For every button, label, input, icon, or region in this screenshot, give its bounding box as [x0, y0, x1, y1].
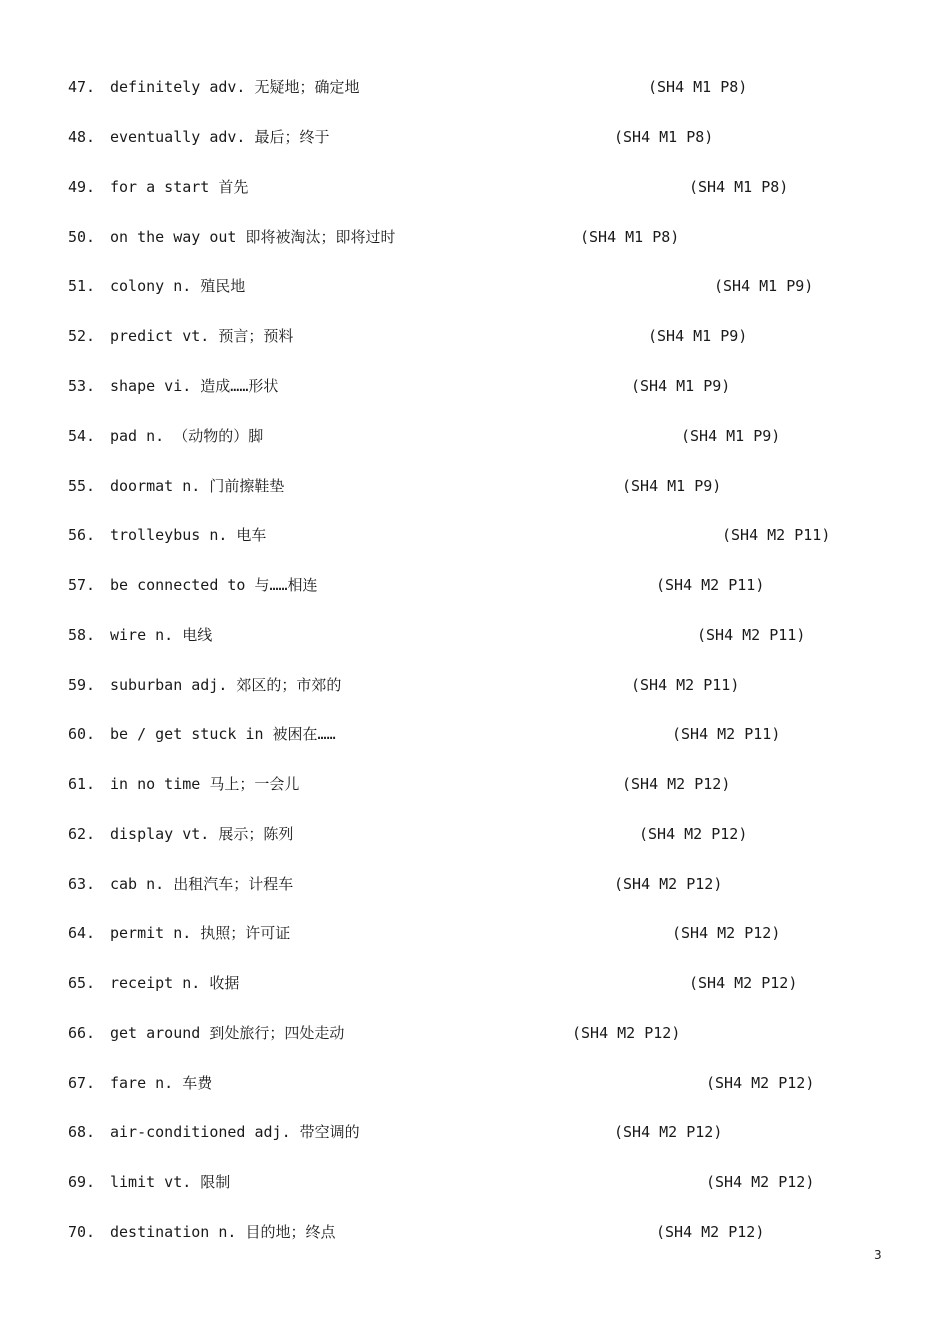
entry-reference: (SH4 M2 P12) — [706, 1074, 815, 1092]
entry-reference: (SH4 M1 P9) — [622, 477, 722, 495]
entry-number: 67. — [68, 1074, 96, 1092]
entry-reference: (SH4 M1 P9) — [714, 277, 814, 295]
entry-term: get around 到处旅行；四处走动 — [110, 1024, 345, 1042]
entry-term: eventually adv. 最后；终于 — [110, 128, 330, 146]
entry-number: 50. — [68, 228, 96, 246]
entry-reference: (SH4 M2 P11) — [722, 526, 831, 544]
entry-term: cab n. 出租汽车；计程车 — [110, 875, 294, 893]
list-item — [0, 1120, 950, 1144]
entry-term: limit vt. 限制 — [110, 1173, 231, 1191]
entry-term: be connected to 与……相连 — [110, 576, 318, 594]
entry-reference: (SH4 M2 P12) — [689, 974, 798, 992]
entry-reference: (SH4 M2 P12) — [572, 1024, 681, 1042]
list-item — [0, 822, 950, 846]
entry-number: 58. — [68, 626, 96, 644]
entry-term: permit n. 执照；许可证 — [110, 924, 291, 942]
list-item — [0, 374, 950, 398]
entry-term: in no time 马上；一会儿 — [110, 775, 300, 793]
entry-reference: (SH4 M2 P11) — [672, 725, 781, 743]
list-item — [0, 1071, 950, 1095]
page-number: 3 — [874, 1248, 882, 1262]
list-item — [0, 872, 950, 896]
list-item — [0, 523, 950, 547]
entry-number: 57. — [68, 576, 96, 594]
entry-number: 49. — [68, 178, 96, 196]
list-item — [0, 474, 950, 498]
entry-number: 51. — [68, 277, 96, 295]
entry-reference: (SH4 M2 P12) — [614, 1123, 723, 1141]
entry-number: 66. — [68, 1024, 96, 1042]
list-item — [0, 1220, 950, 1244]
entry-number: 52. — [68, 327, 96, 345]
entry-reference: (SH4 M2 P12) — [672, 924, 781, 942]
entry-number: 61. — [68, 775, 96, 793]
entry-term: definitely adv. 无疑地；确定地 — [110, 78, 360, 96]
list-item — [0, 722, 950, 746]
entry-term: display vt. 展示；陈列 — [110, 825, 294, 843]
entry-term: suburban adj. 郊区的；市郊的 — [110, 676, 342, 694]
list-item — [0, 623, 950, 647]
list-item — [0, 424, 950, 448]
entry-term: receipt n. 收据 — [110, 974, 240, 992]
entry-term: trolleybus n. 电车 — [110, 526, 267, 544]
entry-term: destination n. 目的地；终点 — [110, 1223, 336, 1241]
entry-reference: (SH4 M2 P11) — [697, 626, 806, 644]
entry-number: 54. — [68, 427, 96, 445]
list-item — [0, 1021, 950, 1045]
list-item — [0, 125, 950, 149]
entry-reference: (SH4 M1 P8) — [689, 178, 789, 196]
entry-reference: (SH4 M2 P11) — [631, 676, 740, 694]
entry-number: 60. — [68, 725, 96, 743]
entry-reference: (SH4 M1 P8) — [614, 128, 714, 146]
entry-term: wire n. 电线 — [110, 626, 213, 644]
entry-reference: (SH4 M1 P8) — [580, 228, 680, 246]
entry-number: 47. — [68, 78, 96, 96]
entry-term: predict vt. 预言；预料 — [110, 327, 294, 345]
list-item — [0, 921, 950, 945]
entry-reference: (SH4 M2 P11) — [656, 576, 765, 594]
entry-number: 63. — [68, 875, 96, 893]
entry-reference: (SH4 M1 P9) — [681, 427, 781, 445]
entry-term: doormat n. 门前擦鞋垫 — [110, 477, 285, 495]
entry-number: 55. — [68, 477, 96, 495]
entry-number: 62. — [68, 825, 96, 843]
entry-term: pad n. （动物的）脚 — [110, 427, 264, 445]
entry-term: fare n. 车费 — [110, 1074, 213, 1092]
list-item — [0, 673, 950, 697]
entry-reference: (SH4 M2 P12) — [622, 775, 731, 793]
list-item — [0, 324, 950, 348]
entry-reference: (SH4 M2 P12) — [639, 825, 748, 843]
entry-number: 64. — [68, 924, 96, 942]
list-item — [0, 175, 950, 199]
list-item — [0, 772, 950, 796]
entry-number: 53. — [68, 377, 96, 395]
entry-number: 56. — [68, 526, 96, 544]
list-item — [0, 75, 950, 99]
entry-number: 48. — [68, 128, 96, 146]
entry-reference: (SH4 M1 P9) — [648, 327, 748, 345]
list-item — [0, 971, 950, 995]
entry-reference: (SH4 M1 P9) — [631, 377, 731, 395]
entry-reference: (SH4 M2 P12) — [614, 875, 723, 893]
list-item — [0, 274, 950, 298]
entry-number: 69. — [68, 1173, 96, 1191]
entry-reference: (SH4 M2 P12) — [706, 1173, 815, 1191]
entry-term: colony n. 殖民地 — [110, 277, 246, 295]
entry-term: be / get stuck in 被困在…… — [110, 725, 336, 743]
entry-number: 65. — [68, 974, 96, 992]
entry-term: on the way out 即将被淘汰；即将过时 — [110, 228, 396, 246]
entry-term: shape vi. 造成……形状 — [110, 377, 279, 395]
entry-number: 59. — [68, 676, 96, 694]
entry-term: for a start 首先 — [110, 178, 249, 196]
list-item — [0, 225, 950, 249]
list-item — [0, 1170, 950, 1194]
list-item — [0, 573, 950, 597]
entry-reference: (SH4 M1 P8) — [648, 78, 748, 96]
entry-number: 70. — [68, 1223, 96, 1241]
entry-number: 68. — [68, 1123, 96, 1141]
entry-term: air-conditioned adj. 带空调的 — [110, 1123, 360, 1141]
entry-reference: (SH4 M2 P12) — [656, 1223, 765, 1241]
